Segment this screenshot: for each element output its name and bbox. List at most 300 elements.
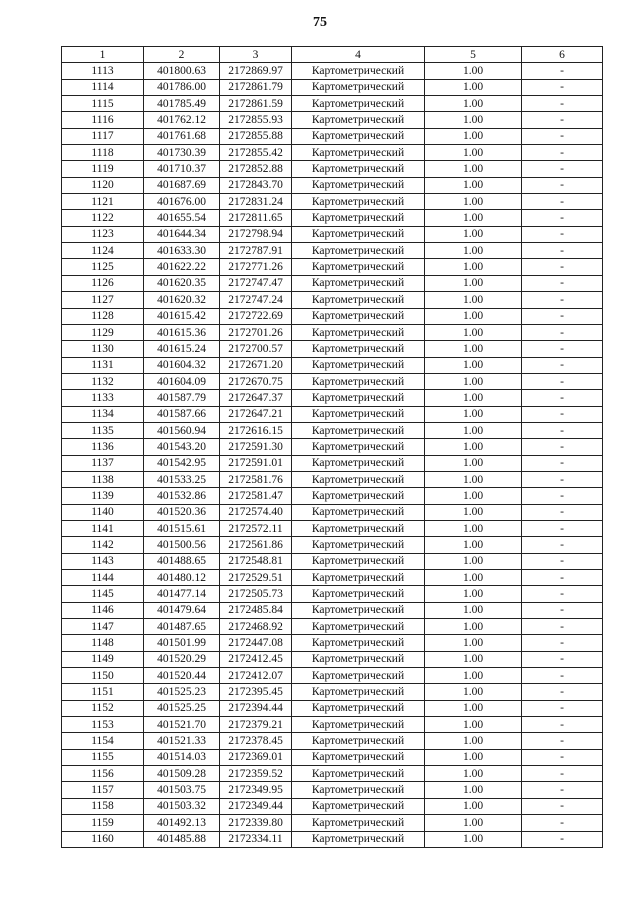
- y-coordinate-cell: 2172394.44: [220, 700, 292, 716]
- x-coordinate-cell: 401730.39: [144, 145, 220, 161]
- x-coordinate-cell: 401503.75: [144, 782, 220, 798]
- table-row: [62, 520, 603, 536]
- accuracy-cell: 1.00: [425, 471, 522, 487]
- point-number-cell: 1156: [62, 766, 144, 782]
- x-coordinate-cell: 401644.34: [144, 226, 220, 242]
- method-cell: Картометрический: [292, 651, 425, 667]
- table-row: [62, 602, 603, 618]
- table-row: [62, 308, 603, 324]
- column-header: 1: [62, 47, 144, 63]
- y-coordinate-cell: 2172869.97: [220, 63, 292, 79]
- note-cell: -: [522, 586, 603, 602]
- table-row: [62, 635, 603, 651]
- note-cell: -: [522, 324, 603, 340]
- point-number-cell: 1143: [62, 553, 144, 569]
- x-coordinate-cell: 401622.22: [144, 259, 220, 275]
- y-coordinate-cell: 2172647.37: [220, 390, 292, 406]
- x-coordinate-cell: 401676.00: [144, 194, 220, 210]
- x-coordinate-cell: 401543.20: [144, 439, 220, 455]
- point-number-cell: 1145: [62, 586, 144, 602]
- y-coordinate-cell: 2172670.75: [220, 373, 292, 389]
- method-cell: Картометрический: [292, 439, 425, 455]
- column-header: 3: [220, 47, 292, 63]
- accuracy-cell: 1.00: [425, 96, 522, 112]
- method-cell: Картометрический: [292, 471, 425, 487]
- accuracy-cell: 1.00: [425, 226, 522, 242]
- method-cell: Картометрический: [292, 504, 425, 520]
- x-coordinate-cell: 401560.94: [144, 422, 220, 438]
- method-cell: Картометрический: [292, 128, 425, 144]
- note-cell: -: [522, 112, 603, 128]
- accuracy-cell: 1.00: [425, 455, 522, 471]
- x-coordinate-cell: 401800.63: [144, 63, 220, 79]
- accuracy-cell: 1.00: [425, 602, 522, 618]
- note-cell: -: [522, 553, 603, 569]
- y-coordinate-cell: 2172700.57: [220, 341, 292, 357]
- y-coordinate-cell: 2172852.88: [220, 161, 292, 177]
- accuracy-cell: 1.00: [425, 308, 522, 324]
- column-header: 2: [144, 47, 220, 63]
- method-cell: Картометрический: [292, 602, 425, 618]
- accuracy-cell: 1.00: [425, 537, 522, 553]
- accuracy-cell: 1.00: [425, 782, 522, 798]
- note-cell: -: [522, 275, 603, 291]
- table-row: [62, 194, 603, 210]
- x-coordinate-cell: 401532.86: [144, 488, 220, 504]
- table-row: [62, 471, 603, 487]
- x-coordinate-cell: 401604.09: [144, 373, 220, 389]
- method-cell: Картометрический: [292, 63, 425, 79]
- accuracy-cell: 1.00: [425, 553, 522, 569]
- accuracy-cell: 1.00: [425, 79, 522, 95]
- note-cell: -: [522, 96, 603, 112]
- point-number-cell: 1130: [62, 341, 144, 357]
- accuracy-cell: 1.00: [425, 292, 522, 308]
- x-coordinate-cell: 401615.42: [144, 308, 220, 324]
- table-row: [62, 504, 603, 520]
- table-row: [62, 684, 603, 700]
- method-cell: Картометрический: [292, 79, 425, 95]
- point-number-cell: 1126: [62, 275, 144, 291]
- method-cell: Картометрический: [292, 308, 425, 324]
- method-cell: Картометрический: [292, 635, 425, 651]
- table-row: [62, 733, 603, 749]
- method-cell: Картометрический: [292, 619, 425, 635]
- method-cell: Картометрический: [292, 145, 425, 161]
- y-coordinate-cell: 2172843.70: [220, 177, 292, 193]
- method-cell: Картометрический: [292, 831, 425, 847]
- method-cell: Картометрический: [292, 243, 425, 259]
- note-cell: -: [522, 373, 603, 389]
- table-row: [62, 439, 603, 455]
- x-coordinate-cell: 401521.33: [144, 733, 220, 749]
- x-coordinate-cell: 401710.37: [144, 161, 220, 177]
- accuracy-cell: 1.00: [425, 406, 522, 422]
- note-cell: -: [522, 782, 603, 798]
- y-coordinate-cell: 2172581.76: [220, 471, 292, 487]
- accuracy-cell: 1.00: [425, 210, 522, 226]
- point-number-cell: 1142: [62, 537, 144, 553]
- accuracy-cell: 1.00: [425, 733, 522, 749]
- accuracy-cell: 1.00: [425, 112, 522, 128]
- accuracy-cell: 1.00: [425, 259, 522, 275]
- method-cell: Картометрический: [292, 668, 425, 684]
- y-coordinate-cell: 2172855.42: [220, 145, 292, 161]
- x-coordinate-cell: 401515.61: [144, 520, 220, 536]
- table-row: [62, 717, 603, 733]
- y-coordinate-cell: 2172447.08: [220, 635, 292, 651]
- point-number-cell: 1154: [62, 733, 144, 749]
- method-cell: Картометрический: [292, 292, 425, 308]
- y-coordinate-cell: 2172861.59: [220, 96, 292, 112]
- x-coordinate-cell: 401633.30: [144, 243, 220, 259]
- method-cell: Картометрический: [292, 717, 425, 733]
- note-cell: -: [522, 79, 603, 95]
- table-row: [62, 651, 603, 667]
- accuracy-cell: 1.00: [425, 586, 522, 602]
- table-row: [62, 275, 603, 291]
- method-cell: Картометрический: [292, 406, 425, 422]
- note-cell: -: [522, 243, 603, 259]
- accuracy-cell: 1.00: [425, 798, 522, 814]
- point-number-cell: 1138: [62, 471, 144, 487]
- x-coordinate-cell: 401492.13: [144, 815, 220, 831]
- note-cell: -: [522, 684, 603, 700]
- x-coordinate-cell: 401604.32: [144, 357, 220, 373]
- point-number-cell: 1118: [62, 145, 144, 161]
- column-header: 6: [522, 47, 603, 63]
- table-row: [62, 341, 603, 357]
- note-cell: -: [522, 651, 603, 667]
- accuracy-cell: 1.00: [425, 243, 522, 259]
- method-cell: Картометрический: [292, 537, 425, 553]
- point-number-cell: 1114: [62, 79, 144, 95]
- x-coordinate-cell: 401615.24: [144, 341, 220, 357]
- accuracy-cell: 1.00: [425, 684, 522, 700]
- table-row: [62, 553, 603, 569]
- table-row: [62, 570, 603, 586]
- point-number-cell: 1158: [62, 798, 144, 814]
- y-coordinate-cell: 2172379.21: [220, 717, 292, 733]
- accuracy-cell: 1.00: [425, 373, 522, 389]
- coordinates-table: [61, 46, 603, 848]
- note-cell: -: [522, 308, 603, 324]
- y-coordinate-cell: 2172378.45: [220, 733, 292, 749]
- x-coordinate-cell: 401762.12: [144, 112, 220, 128]
- method-cell: Картометрический: [292, 700, 425, 716]
- accuracy-cell: 1.00: [425, 651, 522, 667]
- point-number-cell: 1153: [62, 717, 144, 733]
- point-number-cell: 1150: [62, 668, 144, 684]
- y-coordinate-cell: 2172529.51: [220, 570, 292, 586]
- note-cell: -: [522, 700, 603, 716]
- column-header: 4: [292, 47, 425, 63]
- accuracy-cell: 1.00: [425, 815, 522, 831]
- note-cell: -: [522, 439, 603, 455]
- table-row: [62, 537, 603, 553]
- y-coordinate-cell: 2172572.11: [220, 520, 292, 536]
- note-cell: -: [522, 145, 603, 161]
- method-cell: Картометрический: [292, 733, 425, 749]
- note-cell: -: [522, 422, 603, 438]
- y-coordinate-cell: 2172747.24: [220, 292, 292, 308]
- method-cell: Картометрический: [292, 749, 425, 765]
- note-cell: -: [522, 504, 603, 520]
- y-coordinate-cell: 2172831.24: [220, 194, 292, 210]
- note-cell: -: [522, 815, 603, 831]
- point-number-cell: 1128: [62, 308, 144, 324]
- table-header: [62, 47, 603, 63]
- x-coordinate-cell: 401620.35: [144, 275, 220, 291]
- point-number-cell: 1146: [62, 602, 144, 618]
- accuracy-cell: 1.00: [425, 520, 522, 536]
- point-number-cell: 1151: [62, 684, 144, 700]
- note-cell: -: [522, 194, 603, 210]
- y-coordinate-cell: 2172412.45: [220, 651, 292, 667]
- y-coordinate-cell: 2172855.88: [220, 128, 292, 144]
- point-number-cell: 1155: [62, 749, 144, 765]
- point-number-cell: 1132: [62, 373, 144, 389]
- point-number-cell: 1134: [62, 406, 144, 422]
- method-cell: Картометрический: [292, 226, 425, 242]
- table-row: [62, 128, 603, 144]
- table-row: [62, 455, 603, 471]
- x-coordinate-cell: 401655.54: [144, 210, 220, 226]
- column-header: 5: [425, 47, 522, 63]
- accuracy-cell: 1.00: [425, 324, 522, 340]
- accuracy-cell: 1.00: [425, 341, 522, 357]
- x-coordinate-cell: 401533.25: [144, 471, 220, 487]
- note-cell: -: [522, 831, 603, 847]
- y-coordinate-cell: 2172468.92: [220, 619, 292, 635]
- y-coordinate-cell: 2172581.47: [220, 488, 292, 504]
- note-cell: -: [522, 749, 603, 765]
- table-row: [62, 96, 603, 112]
- note-cell: -: [522, 602, 603, 618]
- point-number-cell: 1119: [62, 161, 144, 177]
- point-number-cell: 1131: [62, 357, 144, 373]
- y-coordinate-cell: 2172616.15: [220, 422, 292, 438]
- table-row: [62, 373, 603, 389]
- y-coordinate-cell: 2172412.07: [220, 668, 292, 684]
- table-row: [62, 226, 603, 242]
- accuracy-cell: 1.00: [425, 390, 522, 406]
- note-cell: -: [522, 488, 603, 504]
- x-coordinate-cell: 401542.95: [144, 455, 220, 471]
- note-cell: -: [522, 161, 603, 177]
- accuracy-cell: 1.00: [425, 570, 522, 586]
- y-coordinate-cell: 2172855.93: [220, 112, 292, 128]
- y-coordinate-cell: 2172591.30: [220, 439, 292, 455]
- header-row: [62, 47, 603, 63]
- accuracy-cell: 1.00: [425, 439, 522, 455]
- note-cell: -: [522, 635, 603, 651]
- accuracy-cell: 1.00: [425, 700, 522, 716]
- x-coordinate-cell: 401620.32: [144, 292, 220, 308]
- accuracy-cell: 1.00: [425, 635, 522, 651]
- method-cell: Картометрический: [292, 455, 425, 471]
- x-coordinate-cell: 401615.36: [144, 324, 220, 340]
- method-cell: Картометрический: [292, 112, 425, 128]
- note-cell: -: [522, 455, 603, 471]
- y-coordinate-cell: 2172349.44: [220, 798, 292, 814]
- table-row: [62, 668, 603, 684]
- point-number-cell: 1113: [62, 63, 144, 79]
- accuracy-cell: 1.00: [425, 749, 522, 765]
- accuracy-cell: 1.00: [425, 717, 522, 733]
- accuracy-cell: 1.00: [425, 357, 522, 373]
- x-coordinate-cell: 401479.64: [144, 602, 220, 618]
- table-row: [62, 357, 603, 373]
- method-cell: Картометрический: [292, 553, 425, 569]
- note-cell: -: [522, 292, 603, 308]
- y-coordinate-cell: 2172647.21: [220, 406, 292, 422]
- y-coordinate-cell: 2172787.91: [220, 243, 292, 259]
- point-number-cell: 1135: [62, 422, 144, 438]
- point-number-cell: 1149: [62, 651, 144, 667]
- x-coordinate-cell: 401520.36: [144, 504, 220, 520]
- table-row: [62, 210, 603, 226]
- y-coordinate-cell: 2172339.80: [220, 815, 292, 831]
- table-row: [62, 79, 603, 95]
- point-number-cell: 1159: [62, 815, 144, 831]
- x-coordinate-cell: 401520.44: [144, 668, 220, 684]
- method-cell: Картометрический: [292, 324, 425, 340]
- method-cell: Картометрический: [292, 341, 425, 357]
- method-cell: Картометрический: [292, 161, 425, 177]
- note-cell: -: [522, 406, 603, 422]
- note-cell: -: [522, 717, 603, 733]
- x-coordinate-cell: 401477.14: [144, 586, 220, 602]
- table-row: [62, 324, 603, 340]
- y-coordinate-cell: 2172359.52: [220, 766, 292, 782]
- point-number-cell: 1137: [62, 455, 144, 471]
- x-coordinate-cell: 401500.56: [144, 537, 220, 553]
- table-row: [62, 619, 603, 635]
- table-row: [62, 406, 603, 422]
- page-number: 75: [313, 15, 327, 30]
- y-coordinate-cell: 2172861.79: [220, 79, 292, 95]
- x-coordinate-cell: 401786.00: [144, 79, 220, 95]
- point-number-cell: 1157: [62, 782, 144, 798]
- note-cell: -: [522, 341, 603, 357]
- x-coordinate-cell: 401687.69: [144, 177, 220, 193]
- point-number-cell: 1148: [62, 635, 144, 651]
- point-number-cell: 1133: [62, 390, 144, 406]
- method-cell: Картометрический: [292, 815, 425, 831]
- point-number-cell: 1136: [62, 439, 144, 455]
- accuracy-cell: 1.00: [425, 766, 522, 782]
- table-row: [62, 177, 603, 193]
- table-row: [62, 243, 603, 259]
- point-number-cell: 1127: [62, 292, 144, 308]
- point-number-cell: 1147: [62, 619, 144, 635]
- accuracy-cell: 1.00: [425, 177, 522, 193]
- note-cell: -: [522, 798, 603, 814]
- y-coordinate-cell: 2172334.11: [220, 831, 292, 847]
- accuracy-cell: 1.00: [425, 668, 522, 684]
- y-coordinate-cell: 2172485.84: [220, 602, 292, 618]
- point-number-cell: 1139: [62, 488, 144, 504]
- y-coordinate-cell: 2172548.81: [220, 553, 292, 569]
- x-coordinate-cell: 401488.65: [144, 553, 220, 569]
- table-row: [62, 749, 603, 765]
- point-number-cell: 1117: [62, 128, 144, 144]
- method-cell: Картометрический: [292, 275, 425, 291]
- table-row: [62, 422, 603, 438]
- note-cell: -: [522, 357, 603, 373]
- table-body: [62, 63, 603, 848]
- note-cell: -: [522, 520, 603, 536]
- table-row: [62, 831, 603, 847]
- table-row: [62, 63, 603, 79]
- x-coordinate-cell: 401520.29: [144, 651, 220, 667]
- table-row: [62, 112, 603, 128]
- table-row: [62, 700, 603, 716]
- note-cell: -: [522, 128, 603, 144]
- method-cell: Картометрический: [292, 390, 425, 406]
- table-row: [62, 145, 603, 161]
- note-cell: -: [522, 390, 603, 406]
- table-row: [62, 782, 603, 798]
- table-row: [62, 259, 603, 275]
- x-coordinate-cell: 401485.88: [144, 831, 220, 847]
- x-coordinate-cell: 401785.49: [144, 96, 220, 112]
- x-coordinate-cell: 401501.99: [144, 635, 220, 651]
- table-row: [62, 390, 603, 406]
- table-row: [62, 586, 603, 602]
- method-cell: Картометрический: [292, 766, 425, 782]
- method-cell: Картометрический: [292, 586, 425, 602]
- y-coordinate-cell: 2172722.69: [220, 308, 292, 324]
- note-cell: -: [522, 766, 603, 782]
- method-cell: Картометрический: [292, 520, 425, 536]
- method-cell: Картометрический: [292, 96, 425, 112]
- method-cell: Картометрический: [292, 422, 425, 438]
- accuracy-cell: 1.00: [425, 63, 522, 79]
- method-cell: Картометрический: [292, 259, 425, 275]
- accuracy-cell: 1.00: [425, 831, 522, 847]
- y-coordinate-cell: 2172574.40: [220, 504, 292, 520]
- y-coordinate-cell: 2172591.01: [220, 455, 292, 471]
- note-cell: -: [522, 733, 603, 749]
- point-number-cell: 1129: [62, 324, 144, 340]
- note-cell: -: [522, 668, 603, 684]
- point-number-cell: 1140: [62, 504, 144, 520]
- point-number-cell: 1115: [62, 96, 144, 112]
- point-number-cell: 1121: [62, 194, 144, 210]
- method-cell: Картометрический: [292, 357, 425, 373]
- table-row: [62, 161, 603, 177]
- y-coordinate-cell: 2172747.47: [220, 275, 292, 291]
- x-coordinate-cell: 401487.65: [144, 619, 220, 635]
- note-cell: -: [522, 619, 603, 635]
- accuracy-cell: 1.00: [425, 275, 522, 291]
- x-coordinate-cell: 401587.66: [144, 406, 220, 422]
- table-row: [62, 292, 603, 308]
- y-coordinate-cell: 2172349.95: [220, 782, 292, 798]
- x-coordinate-cell: 401514.03: [144, 749, 220, 765]
- x-coordinate-cell: 401587.79: [144, 390, 220, 406]
- x-coordinate-cell: 401509.28: [144, 766, 220, 782]
- y-coordinate-cell: 2172671.20: [220, 357, 292, 373]
- y-coordinate-cell: 2172561.86: [220, 537, 292, 553]
- x-coordinate-cell: 401521.70: [144, 717, 220, 733]
- note-cell: -: [522, 177, 603, 193]
- accuracy-cell: 1.00: [425, 145, 522, 161]
- note-cell: -: [522, 259, 603, 275]
- accuracy-cell: 1.00: [425, 194, 522, 210]
